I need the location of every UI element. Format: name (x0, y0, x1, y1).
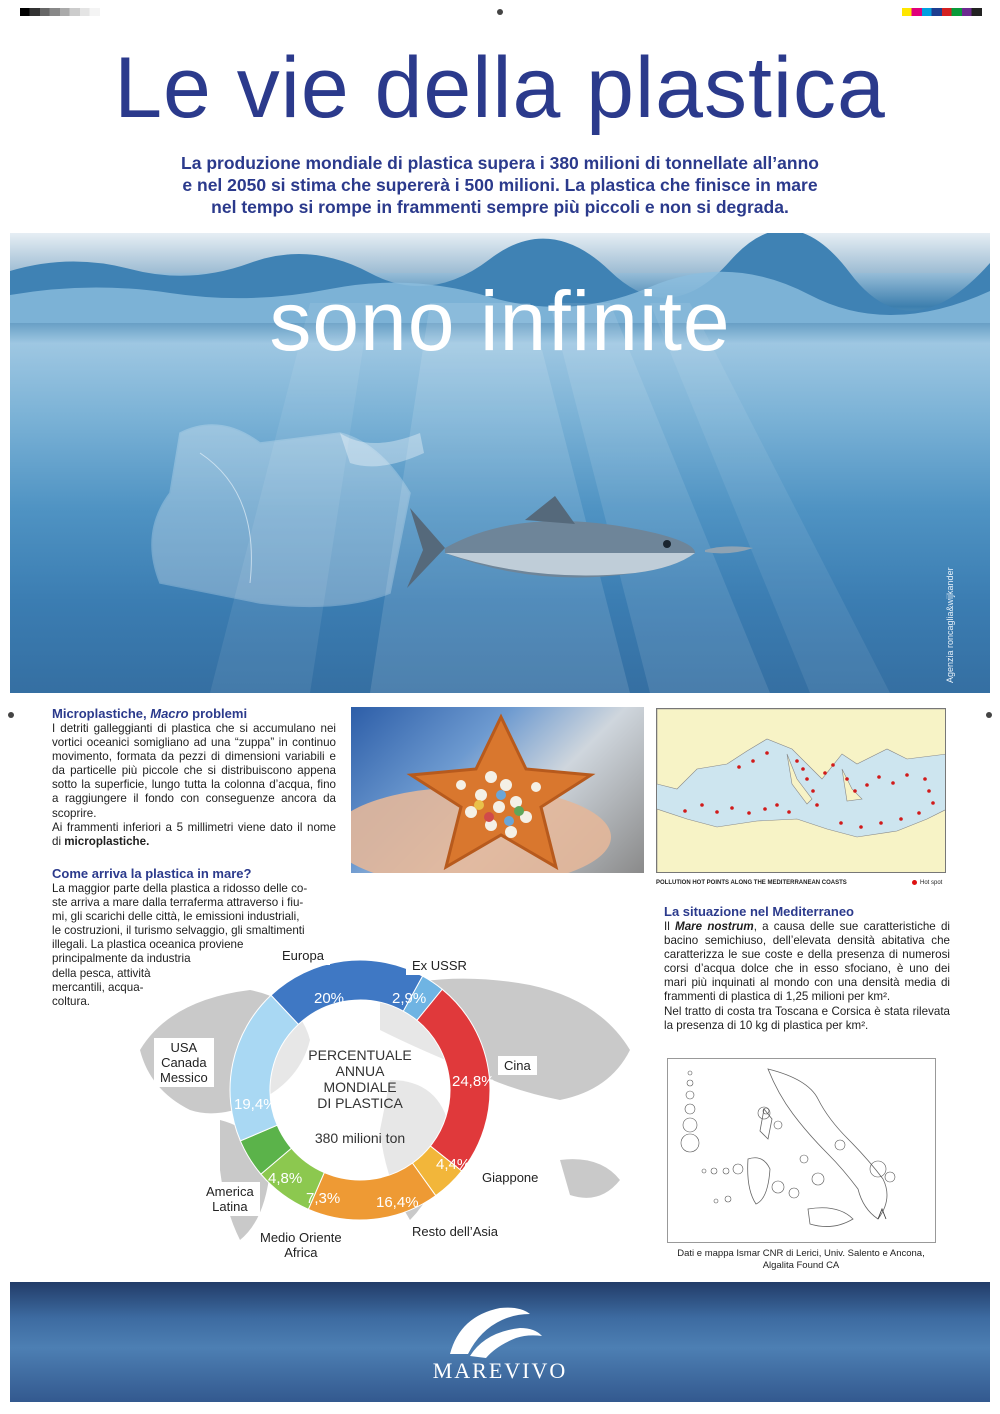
mediterranean-paragraph: , a causa delle sue caratteristiche di bacino semichiuso, dell’elevata densità abitativa che caratterizza le sue coste e della presenza di numerosi corsi d’acqua dolce che in esso sfociano, è uno dei mari più inquinati al mondo con una densità media di frammenti di plastica di 1,25 milioni per km². (664, 920, 951, 1004)
region-label-line: Africa (284, 1245, 318, 1260)
hero-headline: sono infinite (269, 274, 731, 368)
hero-underwater-image (10, 233, 990, 693)
microplastics-heading-part: Microplastiche, (52, 706, 151, 721)
mediterranean-map-graphic (657, 709, 946, 873)
starfish-with-pellets-illustration (351, 707, 644, 873)
photo-credit: Agenzia roncaglia&wijkander (945, 567, 955, 683)
color-calibration-bar-left (20, 8, 100, 16)
arrival-line: La maggior parte della plastica a ridosso delle co- (52, 882, 308, 895)
mediterranean-map-legend: Hot spot (912, 880, 942, 886)
microplastics-paragraph: I detriti galleggianti di plastica che si accumulano nei vortici oceanici somigliano ad una “zuppa” in continuo movimento, formata da pezzi di dimensioni variabili e da particelle più piccole che si distribuiscono appena sotto la superficie, lungo tutta la colonna d’acqua, fino a raggiungere il fondo con conseguenze ancora da scoprire. (52, 722, 336, 820)
mediterranean-hotspots-map (656, 708, 946, 873)
registration-mark-left (8, 712, 14, 718)
poster-title: Le vie della plastica (114, 40, 886, 136)
microplastics-heading-part: problemi (188, 706, 248, 721)
donut-center-line: MONDIALE (323, 1079, 397, 1095)
region-label-line: America (206, 1184, 254, 1199)
region-label-resto-asia: Resto dell’Asia (406, 1222, 504, 1241)
mediterranean-heading: La situazione nel Mediterraneo (664, 904, 854, 919)
pct-ex-ussr: 2,9% (392, 990, 427, 1007)
pct-cina: 24,8% (452, 1073, 495, 1090)
arrival-line: ste arriva a mare dalla terraferma attraverso i fiu- (52, 896, 304, 910)
microplastics-text (52, 722, 336, 849)
arrival-line: della pesca, attività (52, 966, 151, 980)
microplastics-heading (52, 706, 247, 721)
caption-line: Dati e mappa Ismar CNR di Lerici, Univ. Salento e Ancona, (677, 1248, 925, 1259)
mediterranean-paragraph: Nel tratto di costa tra Toscana e Corsica è stata rilevata la presenza di 10 kg di plastica per km². (664, 1004, 950, 1032)
arrival-heading: Come arriva la plastica in mare? (52, 866, 252, 881)
microplastics-star-photo (351, 707, 644, 873)
region-label-medio-oriente (254, 1228, 348, 1262)
italy-plastic-density-map (667, 1058, 936, 1243)
plastic-bag-illustration (140, 413, 430, 613)
italy-map-graphic (668, 1059, 936, 1243)
donut-center-total: 380 milioni ton (314, 1130, 406, 1146)
region-label-giappone: Giappone (476, 1168, 544, 1187)
region-label-cina: Cina (498, 1056, 537, 1075)
arrival-line: mi, gli scarichi delle città, le emissioni industriali, (52, 910, 300, 924)
region-label-line: Latina (212, 1199, 248, 1214)
region-label-europa: Europa (276, 946, 330, 965)
microplastics-term: microplastiche. (64, 834, 150, 848)
region-label-line: Medio Oriente (260, 1230, 342, 1245)
poster-subtitle (110, 152, 890, 218)
subtitle-line: e nel 2050 si stima che supererà i 500 milioni. La plastica che finisce in mare (182, 175, 818, 195)
arrival-line: principalmente da industria (52, 952, 191, 966)
microplastics-paragraph: Ai frammenti inferiori a 5 millimetri viene dato il nome di (52, 820, 336, 848)
region-label-usa (154, 1038, 214, 1087)
caption-line: Algalita Found CA (762, 1260, 840, 1271)
mediterranean-map-caption: POLLUTION HOT POINTS ALONG THE MEDITERRANEAN COASTS (656, 880, 847, 886)
donut-center-line: ANNUA (335, 1063, 385, 1079)
fish-illustration (405, 488, 755, 608)
pct-resto-asia: 16,4% (376, 1194, 419, 1211)
pct-usa: 19,4% (234, 1096, 277, 1113)
registration-mark-top (497, 9, 503, 15)
subtitle-line: La produzione mondiale di plastica supera i 380 milioni di tonnellate all’anno (181, 153, 819, 173)
arrival-line: illegali. La plastica oceanica proviene (52, 938, 244, 952)
region-label-line: USA (170, 1040, 198, 1055)
arrival-line: le costruzioni, il turismo selvaggio, gli smaltimenti (52, 924, 305, 938)
pct-giappone: 4,4% (436, 1156, 471, 1173)
italy-map-caption (656, 1248, 946, 1272)
pct-medio-oriente: 7,3% (306, 1190, 341, 1207)
marevivo-logo-text: MAREVIVO (432, 1358, 568, 1383)
mediterranean-paragraph: Il (664, 920, 676, 933)
donut-center-line: DI PLASTICA (317, 1095, 403, 1111)
region-label-america-latina (200, 1182, 260, 1216)
arrival-line: coltura. (52, 994, 91, 1008)
pct-america-latina: 4,8% (268, 1170, 303, 1187)
donut-center-title (280, 1047, 440, 1111)
region-label-line: Canada (161, 1055, 207, 1070)
arrival-line: mercantili, acqua- (52, 980, 144, 994)
subtitle-line: nel tempo si rompe in frammenti sempre più piccoli e non si degrada. (211, 197, 789, 217)
region-label-line: Messico (160, 1070, 208, 1085)
donut-center-line: PERCENTUALE (308, 1047, 412, 1063)
pct-europa: 20% (314, 990, 345, 1007)
plastic-production-donut (130, 930, 650, 1270)
mare-nostrum-term: Mare nostrum (675, 920, 754, 933)
registration-mark-right (986, 712, 992, 718)
microplastics-heading-italic: Macro (150, 706, 189, 721)
mediterranean-text (664, 920, 950, 1033)
dolphin-logo-icon (430, 1296, 570, 1360)
region-label-ex-ussr: Ex USSR (406, 956, 473, 975)
color-calibration-bar-right (902, 8, 982, 16)
footer-banner (10, 1282, 990, 1402)
